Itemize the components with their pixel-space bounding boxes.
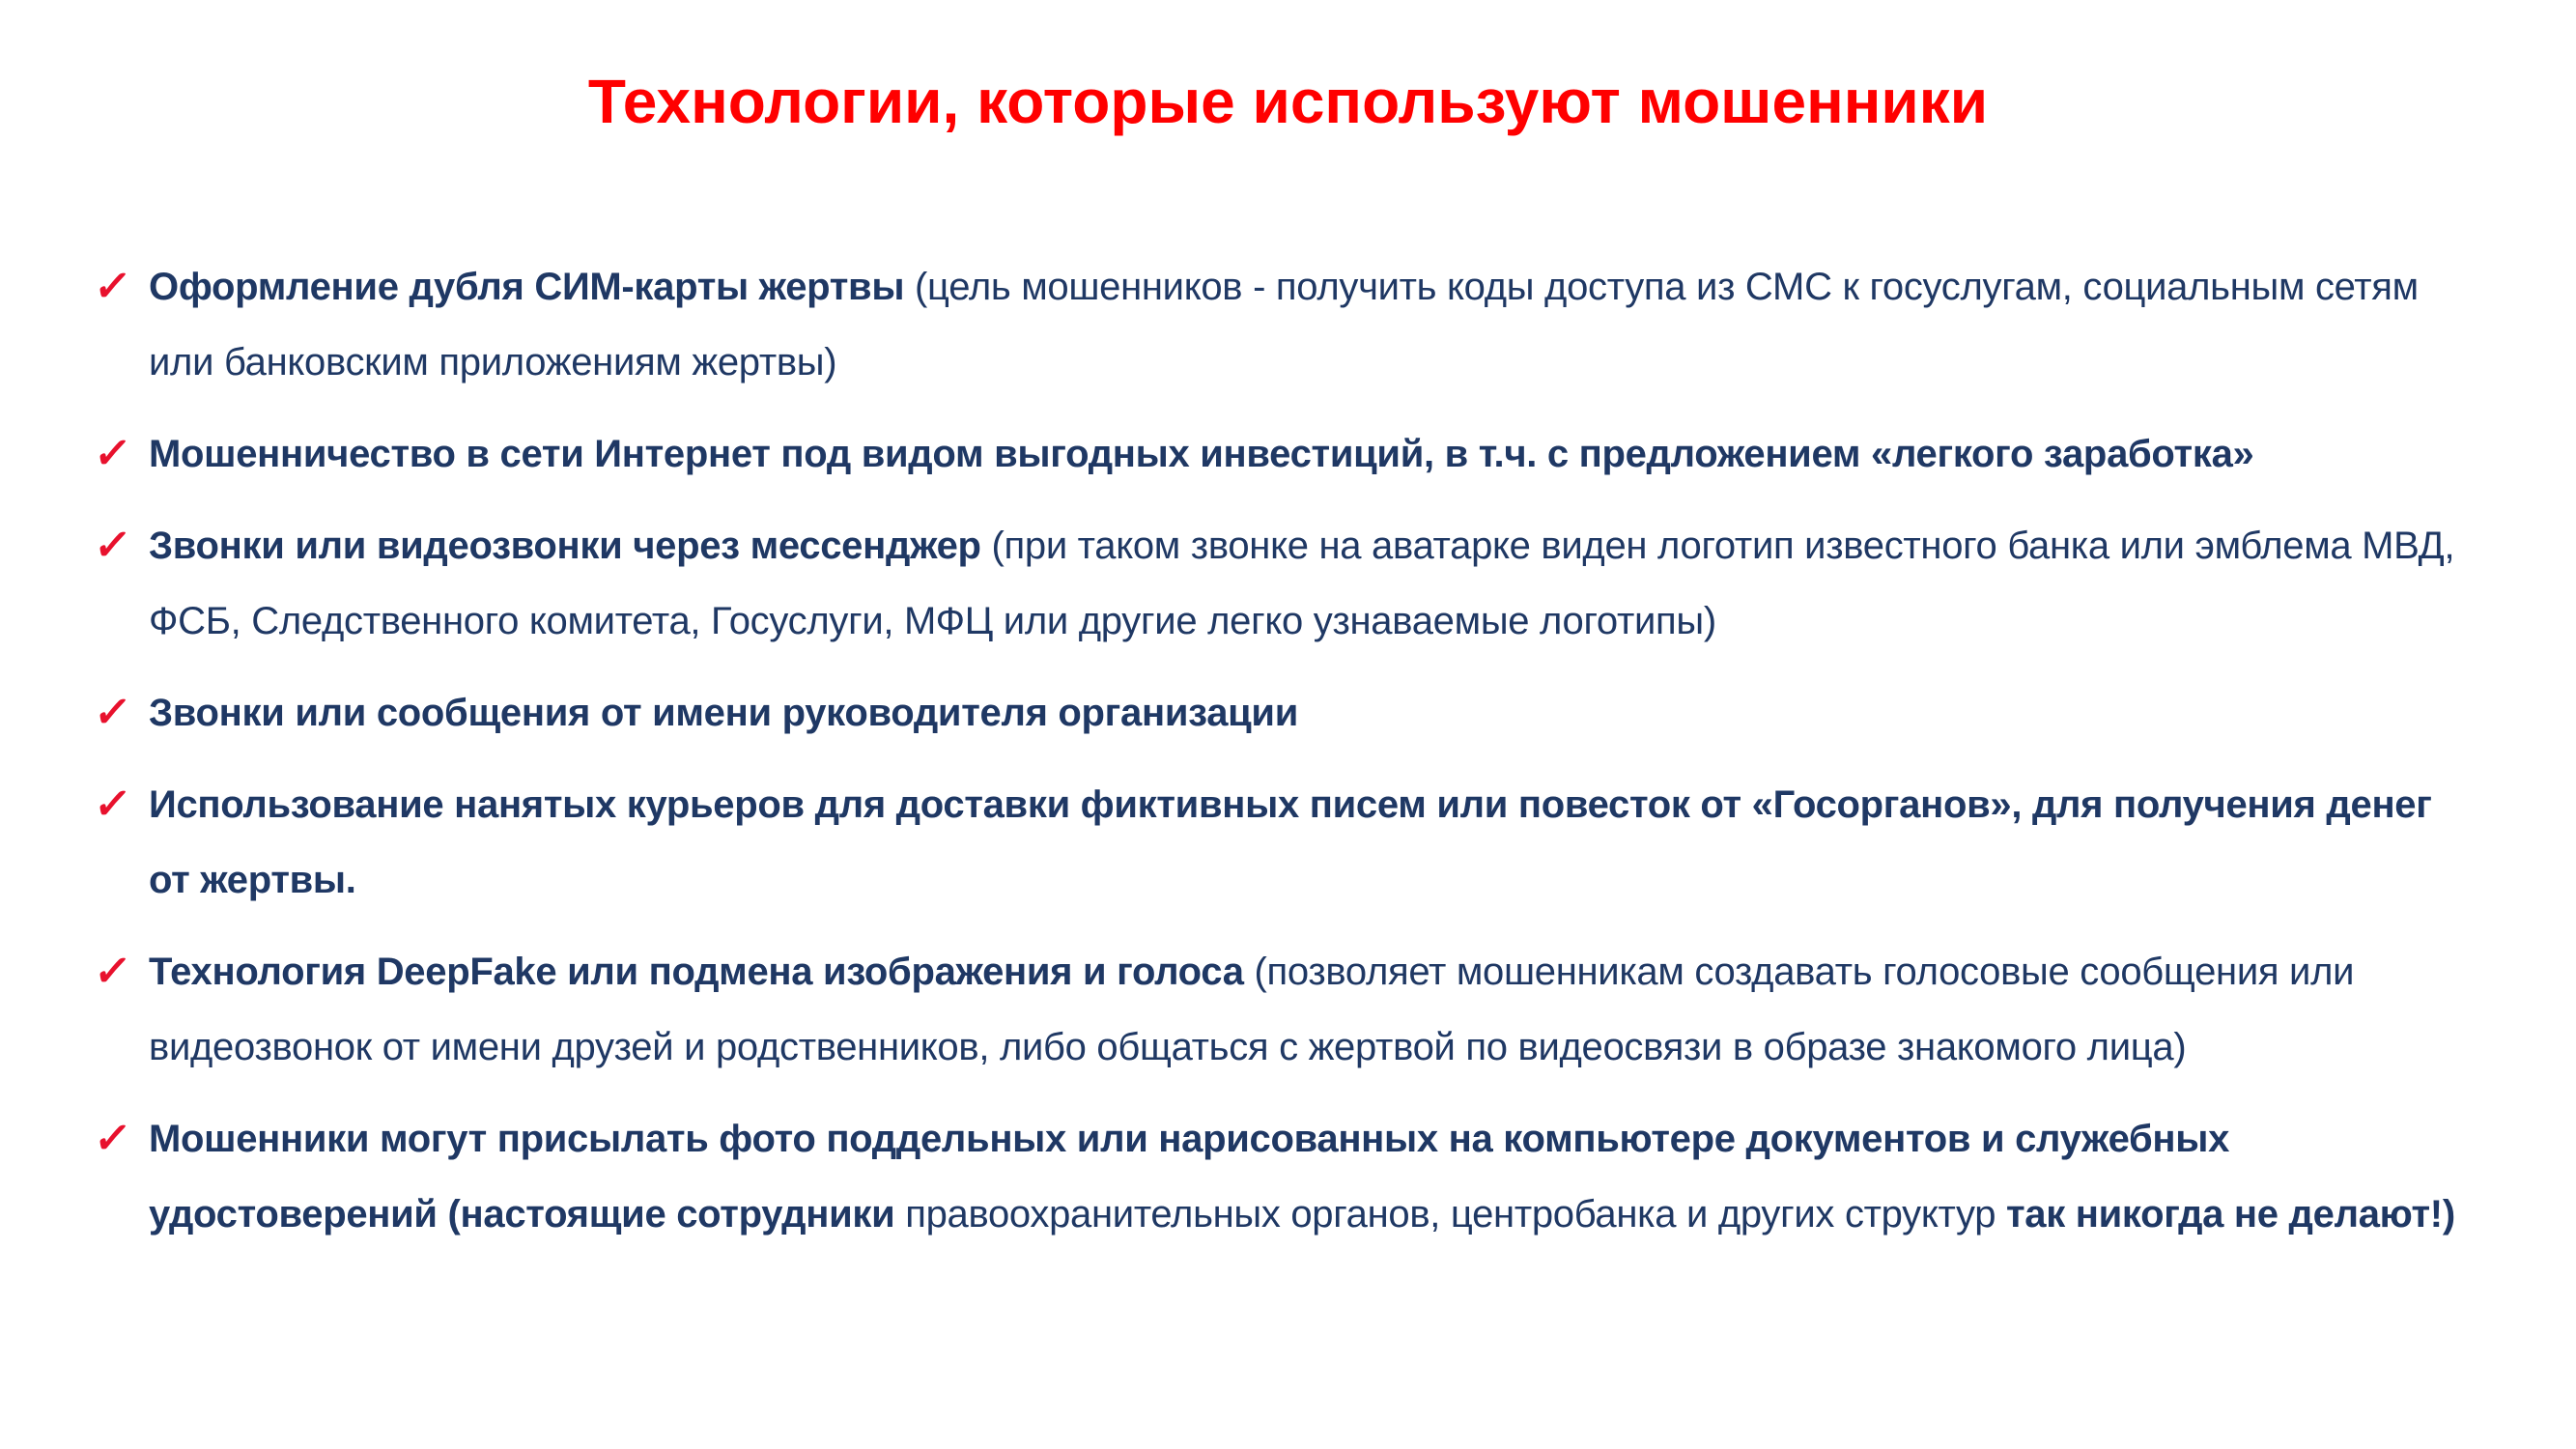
list-item <box>91 416 2479 492</box>
checkmark-icon: ✓ <box>91 430 134 477</box>
bullet-text: Мошенничество в сети Интернет под видом выгодных инвестиций, в т.ч. с предложением «легкого заработка» <box>149 433 2254 475</box>
bullet-text: Звонки или видеозвонки через мессенджер (при таком звонке на аватарке виден логотип известного банка или эмблема МВД, ФСБ, Следственного комитета, Госуслуги, МФЦ или другие легко узнаваемые логотипы) <box>149 525 2455 642</box>
list-item <box>91 675 2479 751</box>
bullet-text: Мошенники могут присылать фото поддельных или нарисованных на компьютере документов и служебных удостоверений (настоящие сотрудники правоохранительных органов, центробанка и других структур так никогда не делают!) <box>149 1118 2455 1236</box>
bullet-text: Использование нанятых курьеров для доставки фиктивных писем или повесток от «Госорганов», для получения денег от жертвы. <box>149 783 2432 901</box>
checkmark-icon: ✓ <box>91 522 134 569</box>
list-item <box>91 1101 2479 1252</box>
bullet-text: Звонки или сообщения от имени руководителя организации <box>149 692 1299 734</box>
bullet-text: Технология DeepFake или подмена изображения и голоса (позволяет мошенникам создавать голосовые сообщения или видеозвонок от имени друзей и родственников, либо общаться с жертвой по видеосвязи в образе знакомого лица) <box>149 951 2355 1068</box>
list-item <box>91 934 2479 1085</box>
list-item <box>91 249 2479 400</box>
checkmark-icon: ✓ <box>91 781 134 828</box>
list-item <box>91 508 2479 659</box>
bullet-text: Оформление дубля СИМ-карты жертвы (цель мошенников - получить коды доступа из СМС к госуслугам, социальным сетям или банковским приложениям жертвы) <box>149 266 2419 384</box>
checkmark-icon: ✓ <box>91 1115 134 1162</box>
checkmark-icon: ✓ <box>91 263 134 310</box>
checkmark-icon: ✓ <box>91 689 134 736</box>
bullet-list <box>91 249 2479 1268</box>
list-item <box>91 767 2479 918</box>
checkmark-icon: ✓ <box>91 948 134 995</box>
page-title: Технологии, которые используют мошенники <box>587 67 1989 136</box>
